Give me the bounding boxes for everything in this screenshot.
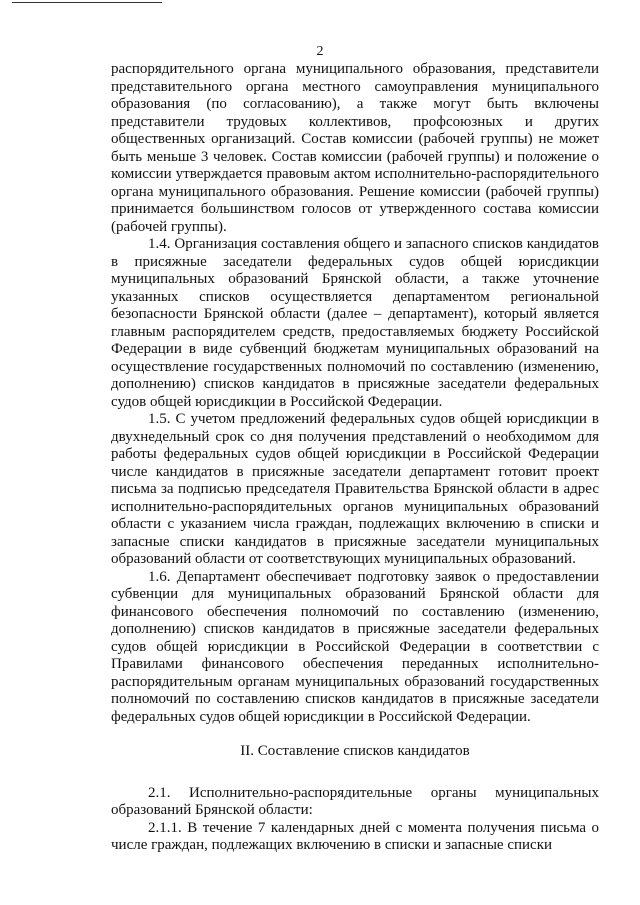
paragraph-1-5: 1.5. С учетом предложений федеральных судов общей юрисдикции в двухнедельный срок со дня получения представлений о необходимом для работы федеральных судов общей юрисдикции в Российской Федерации числе кандидатов в присяжные заседатели департамент готовит проект письма за подписью председателя Правительства Брянской области в адрес исполнительно-распорядительных органов муниципальных образований области с указанием числа граждан, подлежащих включению в списки и запасные списки кандидатов в присяжные заседатели муниципальных образований области от соответствующих муниципальных образований. [111,411,599,567]
paragraph-1-4: 1.4. Организация составления общего и запасного списков кандидатов в присяжные заседатели федеральных судов общей юрисдикции муниципальных образований Брянской области, а также уточнение указанных списков осуществляется департаментом региональной безопасности Брянской области (далее – департамент), который является главным распорядителем средств, предоставляемых бюджету Российской Федерации в виде субвенций бюджетам муниципальных образований на осуществление государственных полномочий по составлению (изменению, дополнению) списков кандидатов в присяжные заседатели федеральных судов общей юрисдикции в Российской Федерации. [111,236,599,410]
paragraph-2-1: 2.1. Исполнительно-распорядительные органы муниципальных образований Брянской области: [111,784,599,818]
top-rule [12,2,162,3]
section-heading-2: II. Составление списков кандидатов [240,743,470,759]
paragraph-continuation: распорядительного органа муниципального образования, представители представительного органа местного самоуправления муниципального образования (по согласованию), а также могут быть включены представители трудовых коллективов, профсоюзных и других общественных организаций. Состав комиссии (рабочей группы) не может быть меньше 3 человек. Состав комиссии (рабочей группы) и положение о комиссии утверждается правовым актом исполнительно-распорядительного органа муниципального образования. Решение комиссии (рабочей группы) принимается большинством голосов от утвержденного состава комиссии (рабочей группы). [111,61,599,235]
paragraph-2-1-1: 2.1.1. В течение 7 календарных дней с момента получения письма о числе граждан, подлежащих включению в списки и запасные списки [111,819,599,853]
document-body [111,61,599,855]
paragraph-1-6: 1.6. Департамент обеспечивает подготовку заявок о предоставлении субвенции для муниципальных образований Брянской области для финансового обеспечения полномочий по составлению (изменению, дополнению) списков кандидатов в присяжные заседатели федеральных судов общей юрисдикции в Российской Федерации в соответствии с Правилами финансового обеспечения переданных исполнительно-распорядительным органам муниципальных образований государственных полномочий по составлению списков кандидатов в присяжные заседатели федеральных судов общей юрисдикции в Российской Федерации. [111,568,599,725]
page-number: 2 [316,44,324,59]
